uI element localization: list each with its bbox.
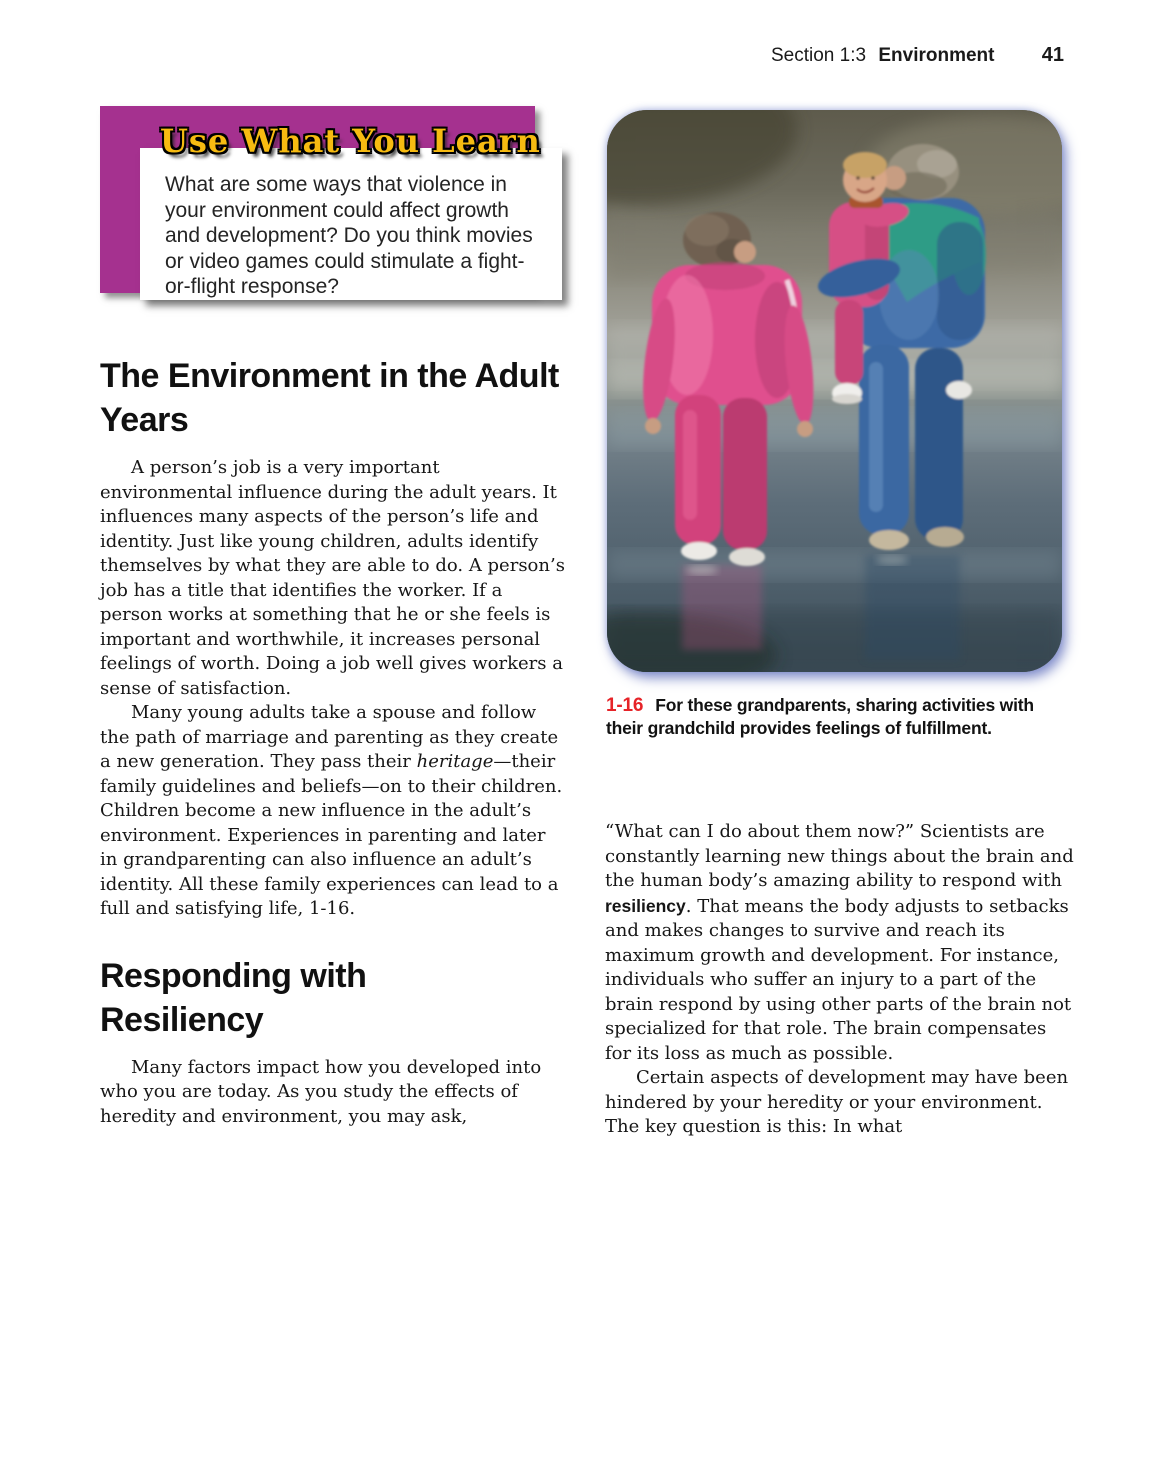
figure-caption <box>606 694 1074 740</box>
use-box-question-text: What are some ways that violence in your environment could affect growth and development? Do you think movies or video games could stimulate a fight-or-flight response? <box>165 173 533 298</box>
beach-scene-illustration <box>607 110 1062 672</box>
paragraph-hindered-development: Certain aspects of development may have been hindered by your heredity or your environment. The key question is this: In what <box>605 1067 1069 1137</box>
use-box-title: Use What You Learn <box>160 122 541 160</box>
figure-number: 1-16 <box>606 695 644 716</box>
paragraph-many-factors: Many factors impact how you developed into who you are today. As you study the effects of heredity and environment, you may ask, <box>100 1056 542 1127</box>
paragraph-text: . That means the body adjusts to setbacks and makes changes to survive and reach its maximum growth and development. For instance, individuals who suffer an injury to a part of the brain respond by using other parts of the brain not specialized for that role. The brain compensates for its loss as much as possible. <box>605 895 1072 1064</box>
paragraph-resiliency <box>605 820 1075 1066</box>
header-section-title: Environment <box>878 45 995 66</box>
paragraph-text: “What can I do about them now?” Scientists are constantly learning new things about the brain and the human body’s amazing ability to respond with <box>605 821 1074 891</box>
figure-photo-grandparents-beach <box>607 110 1062 672</box>
use-box-body-panel <box>140 148 562 300</box>
heading-responding-with-resiliency: Responding with Resiliency <box>100 956 367 1039</box>
use-what-you-learn-box <box>100 106 570 311</box>
paragraph-adult-job: A person’s job is a very important environmental influence during the adult years. It influences many aspects of the person’s life and identity. Just like young children, adults identify themselves by what they are able to do. A person’s job has a title that identifies the worker. If a person works at something that he or she feels is important and worthwhile, it increases personal feelings of worth. Doing a job well gives workers a sense of satisfaction. <box>100 457 565 699</box>
paragraph-text: Many young adults take a spouse and follow the path of marriage and parenting as they create a new generation. They pass their <box>100 702 559 772</box>
heading-environment-in-adult-years: The Environment in the Adult Years <box>100 357 559 439</box>
right-column <box>605 820 1075 1140</box>
header-page-number: 41 <box>1041 44 1064 66</box>
paragraph-text: —their family guidelines and beliefs—on to their children. Children become a new influence in the adult’s environment. Experiences in parenting and later in grandparenting can also influence an adult’s identity. All these family experiences can lead to a full and satisfying life, 1-16. <box>100 751 563 919</box>
bold-term-resiliency: resiliency <box>605 895 686 916</box>
left-column <box>100 354 567 1129</box>
italic-term-heritage: heritage <box>416 751 494 772</box>
paragraph-marriage-parenting <box>100 701 567 922</box>
figure-caption-text: For these grandparents, sharing activities with their grandchild provides feelings of fulfillment. <box>606 695 1034 738</box>
header-section-label: Section 1:3 <box>770 45 867 66</box>
page-header <box>771 44 1064 67</box>
